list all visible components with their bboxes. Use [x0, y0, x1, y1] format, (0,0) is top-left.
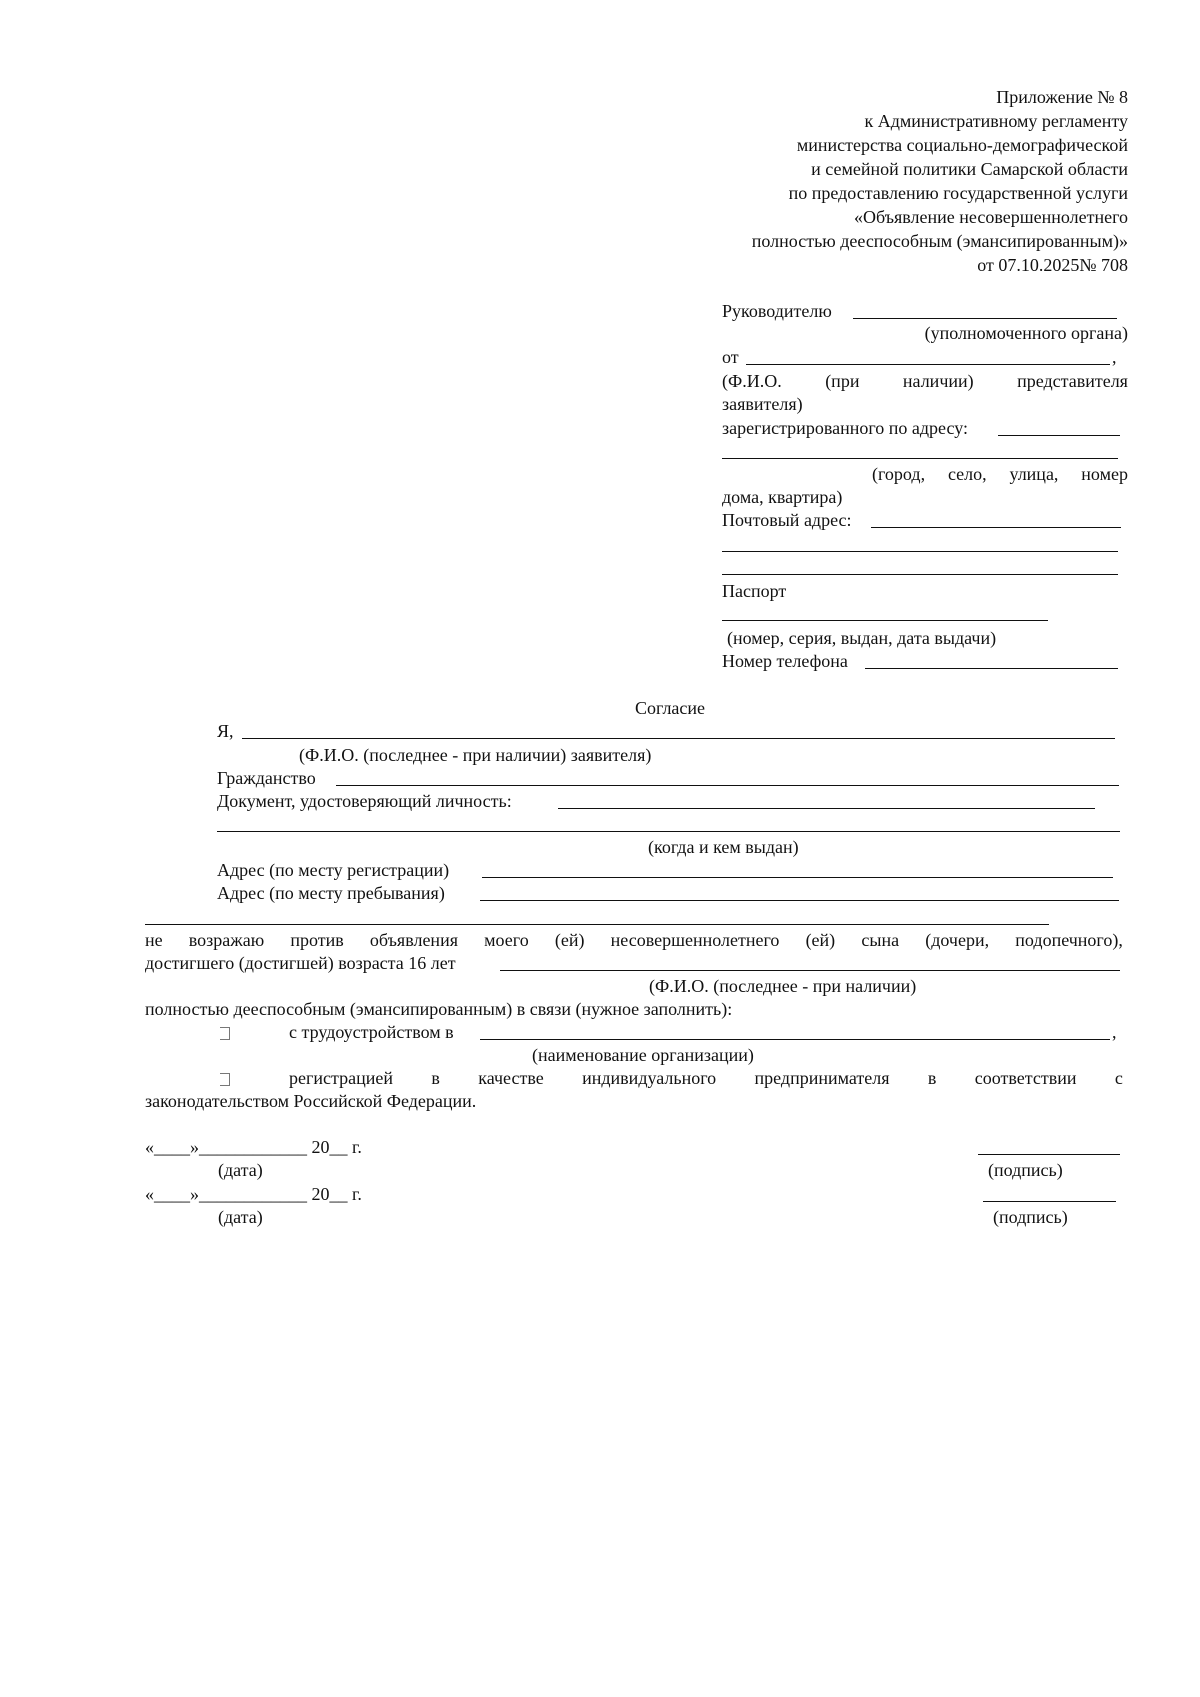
consent-title: Согласие — [634, 698, 706, 718]
statement-word: возражаю — [188, 930, 265, 950]
appendix-line-5: по предоставлению государственной услуги — [788, 183, 1128, 203]
date-field-2[interactable]: «____»____________ 20__ г. — [145, 1184, 362, 1204]
from-label: от — [722, 347, 739, 367]
passport-fill-line[interactable] — [722, 620, 1048, 621]
option1-label: с трудоустройством в — [289, 1022, 454, 1042]
option2-word: предпринимателя — [754, 1068, 890, 1088]
minor-fio-fill-line[interactable] — [500, 970, 1120, 971]
id-doc-fill-line[interactable] — [558, 808, 1095, 809]
from-fill-line[interactable] — [746, 364, 1110, 365]
date-caption-1: (дата) — [218, 1160, 263, 1180]
reg-address-fill-line[interactable] — [482, 877, 1113, 878]
statement-word: (ей) — [554, 930, 585, 950]
from-comma: , — [1112, 347, 1117, 367]
org-caption: (наименование организации) — [532, 1045, 754, 1065]
id-doc-fill-line-2[interactable] — [217, 831, 1120, 832]
i-label: Я, — [217, 721, 234, 741]
stay-address-fill-line[interactable] — [480, 900, 1119, 901]
option2-word: регистрацией — [289, 1068, 393, 1088]
id-doc-label: Документ, удостоверяющий личность: — [217, 791, 512, 811]
minor-caption: (Ф.И.О. (последнее - при наличии) — [649, 976, 917, 996]
address-caption-word: номер — [1081, 464, 1128, 484]
full-capacity-text: полностью дееспособным (эмансипированным) в связи (нужное заполнить): — [145, 999, 733, 1019]
head-fill-line[interactable] — [853, 318, 1117, 319]
head-label: Руководителю — [722, 301, 832, 321]
citizenship-fill-line[interactable] — [336, 785, 1119, 786]
age-label: достигшего (достигшей) возраста 16 лет — [145, 953, 456, 973]
sign-caption-2: (подпись) — [993, 1207, 1068, 1227]
rep-caption-word: наличии) — [902, 371, 974, 391]
date-caption-2: (дата) — [218, 1207, 263, 1227]
option2-line — [289, 1067, 1123, 1089]
address-caption-word: улица, — [1009, 464, 1059, 484]
fio-caption: (Ф.И.О. (последнее - при наличии) заявителя) — [299, 745, 652, 765]
issued-caption: (когда и кем выдан) — [648, 837, 799, 857]
statement-word: подопечного), — [1015, 930, 1123, 950]
statement-word: (дочери, — [925, 930, 990, 950]
rep-caption-word: (Ф.И.О. — [722, 371, 782, 391]
option2-word: с — [1114, 1068, 1123, 1088]
org-fill-line[interactable] — [480, 1039, 1110, 1040]
postal-label: Почтовый адрес: — [722, 510, 852, 530]
head-caption: (уполномоченного органа) — [924, 323, 1128, 343]
date-field-1[interactable]: «____»____________ 20__ г. — [145, 1137, 362, 1157]
address-caption-word: (город, — [872, 464, 926, 484]
appendix-line-4: и семейной политики Самарской области — [811, 159, 1128, 179]
statement-word: (ей) — [805, 930, 836, 950]
appendix-line-7: полностью дееспособным (эмансипированным)» — [751, 231, 1128, 251]
appendix-line-2: к Административному регламенту — [864, 111, 1128, 131]
phone-fill-line[interactable] — [865, 668, 1118, 669]
statement-word: несовершеннолетнего — [610, 930, 780, 950]
fio-fill-line[interactable] — [242, 738, 1115, 739]
address-caption-end: дома, квартира) — [722, 487, 843, 507]
rep-caption — [722, 370, 1128, 392]
option2-word: соответствии — [974, 1068, 1077, 1088]
statement-word: объявления — [369, 930, 458, 950]
rep-caption-word: представителя — [1017, 371, 1128, 391]
rep-caption-word: (при — [825, 371, 860, 391]
employment-checkbox[interactable] — [220, 1027, 230, 1040]
option2-word: в — [927, 1068, 937, 1088]
registered-fill-line[interactable] — [998, 435, 1120, 436]
appendix-line-8: от 07.10.2025№ 708 — [977, 255, 1128, 275]
option2-word: в — [431, 1068, 440, 1088]
postal-fill-line[interactable] — [871, 527, 1121, 528]
address-caption — [872, 463, 1128, 485]
signature-line-2[interactable] — [983, 1201, 1116, 1202]
statement-word: сына — [861, 930, 900, 950]
passport-label: Паспорт — [722, 581, 787, 601]
appendix-line-1: Приложение № 8 — [996, 87, 1128, 107]
option1-comma: , — [1112, 1022, 1117, 1042]
appendix-line-6: «Объявление несовершеннолетнего — [854, 207, 1128, 227]
statement-word: моего — [484, 930, 529, 950]
sign-caption-1: (подпись) — [988, 1160, 1063, 1180]
appendix-line-3: министерства социально-демографической — [796, 135, 1128, 155]
statement-word: не — [145, 930, 163, 950]
statement-line — [145, 929, 1123, 951]
rep-caption-end: заявителя) — [722, 394, 803, 414]
option2-word: качестве — [478, 1068, 544, 1088]
entrepreneur-checkbox[interactable] — [220, 1073, 230, 1086]
reg-address-label: Адрес (по месту регистрации) — [217, 860, 450, 880]
citizenship-label: Гражданство — [217, 768, 316, 788]
registered-label: зарегистрированного по адресу: — [722, 418, 968, 438]
address-caption-word: село, — [947, 464, 987, 484]
stay-address-label: Адрес (по месту пребывания) — [217, 883, 445, 903]
registered-fill-line-2[interactable] — [722, 458, 1118, 459]
statement-word: против — [290, 930, 344, 950]
postal-fill-line-3[interactable] — [722, 574, 1118, 575]
option2-word: индивидуального — [582, 1068, 717, 1088]
phone-label: Номер телефона — [722, 651, 848, 671]
postal-fill-line-2[interactable] — [722, 551, 1118, 552]
signature-line-1[interactable] — [978, 1154, 1120, 1155]
option2-end: законодательством Российской Федерации. — [145, 1091, 477, 1111]
passport-caption: (номер, серия, выдан, дата выдачи) — [727, 628, 997, 648]
stay-address-fill-line-2[interactable] — [145, 924, 1049, 925]
